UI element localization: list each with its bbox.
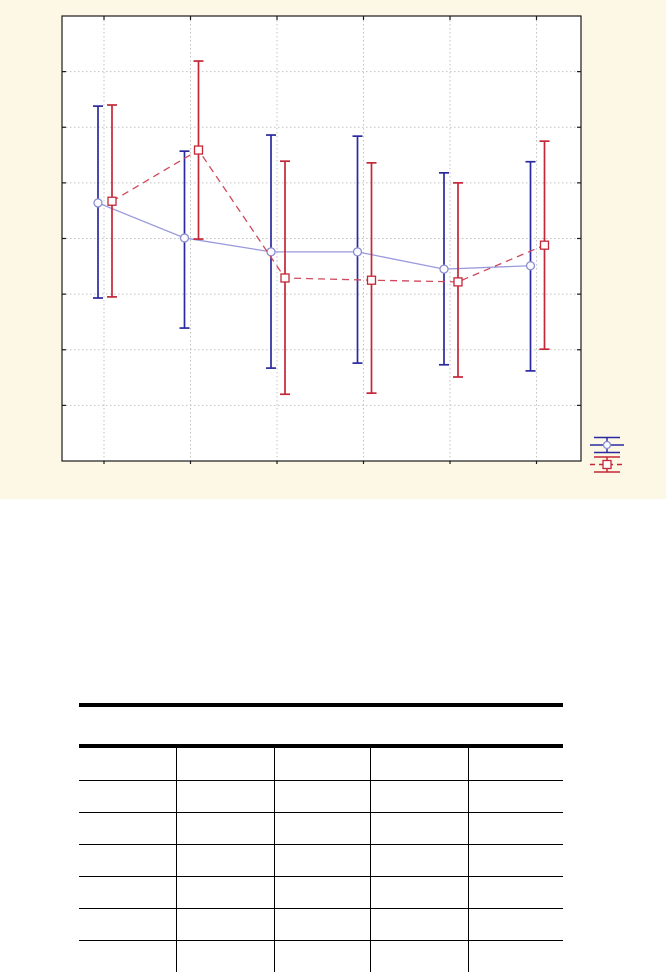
table-cell: [79, 780, 176, 812]
data-point-marker: [368, 276, 376, 284]
table-cell: [370, 877, 468, 909]
table-cell: [176, 877, 274, 909]
data-point-marker: [181, 234, 189, 242]
table-cell: [274, 780, 370, 812]
table-cell: [468, 877, 563, 909]
table-cell: [274, 941, 370, 972]
table-row: [79, 844, 563, 876]
table-row: [79, 780, 563, 812]
data-point-marker: [527, 262, 535, 270]
table-row: [79, 909, 563, 941]
data-point-marker: [454, 278, 462, 286]
table-cell: [468, 909, 563, 941]
table-cell: [274, 909, 370, 941]
data-point-marker: [94, 199, 102, 207]
table-cell: [79, 941, 176, 972]
table-cell: [274, 812, 370, 844]
data-table: [79, 748, 563, 972]
legend-marker: [603, 461, 611, 469]
table-cell: [468, 844, 563, 876]
table-cell: [176, 909, 274, 941]
table-cell: [370, 812, 468, 844]
table-cell: [370, 941, 468, 972]
table-cell: [79, 844, 176, 876]
table-cell: [468, 812, 563, 844]
table-row: [79, 941, 563, 972]
table-cell: [274, 877, 370, 909]
data-point-marker: [440, 265, 448, 273]
table-cell: [370, 780, 468, 812]
chart-legend: [590, 438, 624, 473]
table-cell: [79, 812, 176, 844]
table-cell: [176, 941, 274, 972]
table-cell: [79, 877, 176, 909]
table-cell: [370, 909, 468, 941]
table-cell: [468, 748, 563, 780]
table-row: [79, 812, 563, 844]
data-point-marker: [267, 248, 275, 256]
table-cell: [370, 844, 468, 876]
table-cell: [79, 909, 176, 941]
legend-entry-series-blue-circles: [590, 438, 624, 453]
table-section: [79, 748, 565, 972]
table-cell: [176, 748, 274, 780]
table-cell: [274, 844, 370, 876]
table-cell: [370, 748, 468, 780]
table-cell: [79, 748, 176, 780]
data-point-marker: [195, 146, 203, 154]
data-point-marker: [108, 197, 116, 205]
legend-marker: [604, 442, 611, 449]
data-point-marker: [541, 241, 549, 249]
table-cell: [176, 812, 274, 844]
data-point-marker: [281, 274, 289, 282]
table-cell: [274, 748, 370, 780]
table-cell: [176, 844, 274, 876]
table-cell: [176, 780, 274, 812]
table-cell: [468, 941, 563, 972]
legend-entry-series-red-squares: [590, 457, 624, 472]
data-point-marker: [354, 248, 362, 256]
table-row: [79, 748, 563, 780]
table-row: [79, 877, 563, 909]
report-thick-rule: [79, 703, 563, 707]
table-cell: [468, 780, 563, 812]
